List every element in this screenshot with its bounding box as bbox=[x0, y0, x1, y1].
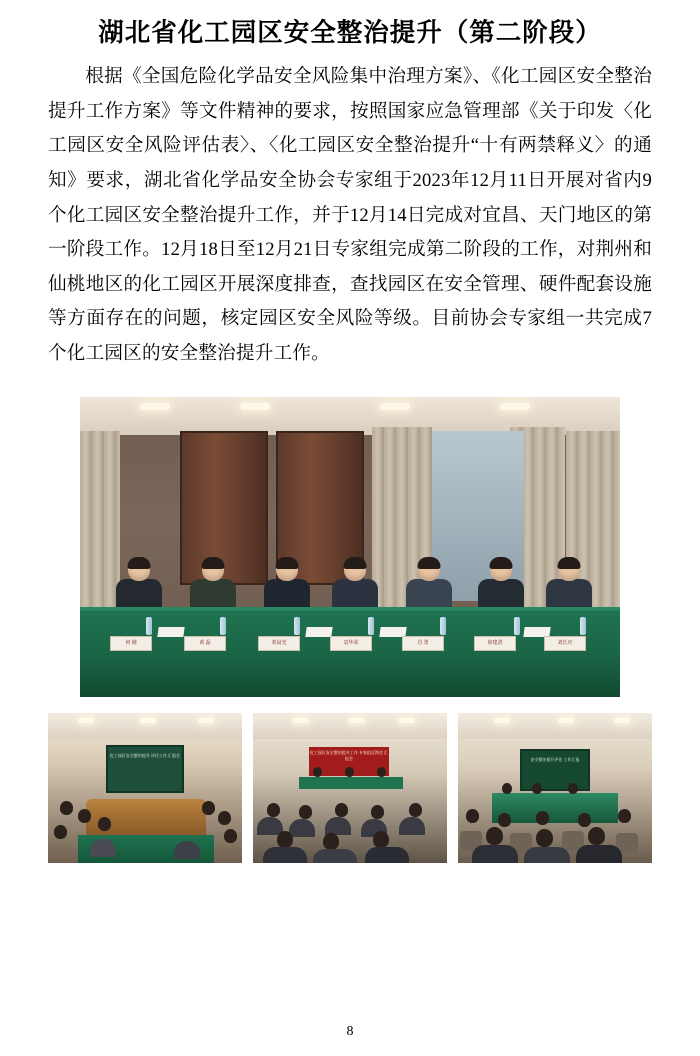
photo-water-bottle bbox=[440, 617, 446, 635]
ceiling-light-icon bbox=[293, 718, 309, 723]
photo-water-bottle bbox=[514, 617, 520, 635]
thumbnail-row bbox=[48, 713, 652, 863]
meeting-photo-2 bbox=[253, 713, 447, 863]
photo-water-bottle bbox=[146, 617, 152, 635]
photo-document bbox=[157, 627, 184, 637]
ceiling-light-icon bbox=[198, 718, 214, 723]
name-plate: 袁华荣 bbox=[330, 636, 372, 651]
meeting-photo-3 bbox=[458, 713, 652, 863]
photo-water-bottle bbox=[294, 617, 300, 635]
ceiling-light-icon bbox=[500, 403, 530, 410]
red-banner: 化工园区安全整治提升工作 专家组反馈会 汇报会 bbox=[309, 747, 389, 776]
name-plate: 何 刚 bbox=[110, 636, 152, 651]
ceiling-light-icon bbox=[494, 718, 510, 723]
page-title: 湖北省化工园区安全整治提升（第二阶段） bbox=[98, 18, 602, 47]
projector-screen bbox=[106, 745, 184, 793]
photo-water-bottle bbox=[580, 617, 586, 635]
screen-text: 化工园区安全整治提升 评估工作 汇报会 bbox=[109, 753, 181, 759]
ceiling-light-icon bbox=[240, 403, 270, 410]
ceiling-light-icon bbox=[558, 718, 574, 723]
name-plate: 黄 磊 bbox=[184, 636, 226, 651]
ceiling-light-icon bbox=[349, 718, 365, 723]
ceiling-light-icon bbox=[140, 403, 170, 410]
projector-screen bbox=[520, 749, 590, 791]
ceiling-light-icon bbox=[614, 718, 630, 723]
photo-water-bottle bbox=[368, 617, 374, 635]
ceiling-light-icon bbox=[399, 718, 415, 723]
meeting-photo-1 bbox=[48, 713, 242, 863]
ceiling-light-icon bbox=[78, 718, 94, 723]
photo-tablecloth bbox=[80, 611, 620, 697]
name-plate: 刘长庆 bbox=[544, 636, 586, 651]
name-plate: 肖 勇 bbox=[402, 636, 444, 651]
main-meeting-photo bbox=[80, 397, 620, 697]
photo-water-bottle bbox=[220, 617, 226, 635]
screen-text: 安全整治提升评估 工作汇报 bbox=[530, 757, 580, 763]
page-number: 8 bbox=[346, 1024, 354, 1039]
body-paragraph: 根据《全国危险化学品安全风险集中治理方案》、《化工园区安全整治提升工作方案》等文件精神的要求，按照国家应急管理部《关于印发〈化工园区安全风险评估表〉、〈化工园区安全整治提升“十有两禁释义〉的通知》要求，湖北省化学品安全协会专家组于2023年12月11日开展对省内9个化工园区安全整治提升工作，并于12月14日完成对宜昌、天门地区的第一阶段工作。12月18日至12月21日专家组完成第二阶段的工作，对荆州和仙桃地区的化工园区开展深度排查，查找园区在安全管理、硬件配套设施等方面存在的问题，核定园区安全风险等级。目前协会专家组一共完成7个化工园区的安全整治提升工作。 bbox=[48, 66, 652, 364]
ceiling-light-icon bbox=[380, 403, 410, 410]
head-table bbox=[299, 777, 403, 789]
ceiling-light-icon bbox=[140, 718, 156, 723]
name-plate: 徐建清 bbox=[474, 636, 516, 651]
photo-curtain bbox=[80, 431, 120, 611]
photo-document bbox=[305, 627, 332, 637]
document-page bbox=[0, 14, 700, 1056]
name-plate: 邓晨光 bbox=[258, 636, 300, 651]
